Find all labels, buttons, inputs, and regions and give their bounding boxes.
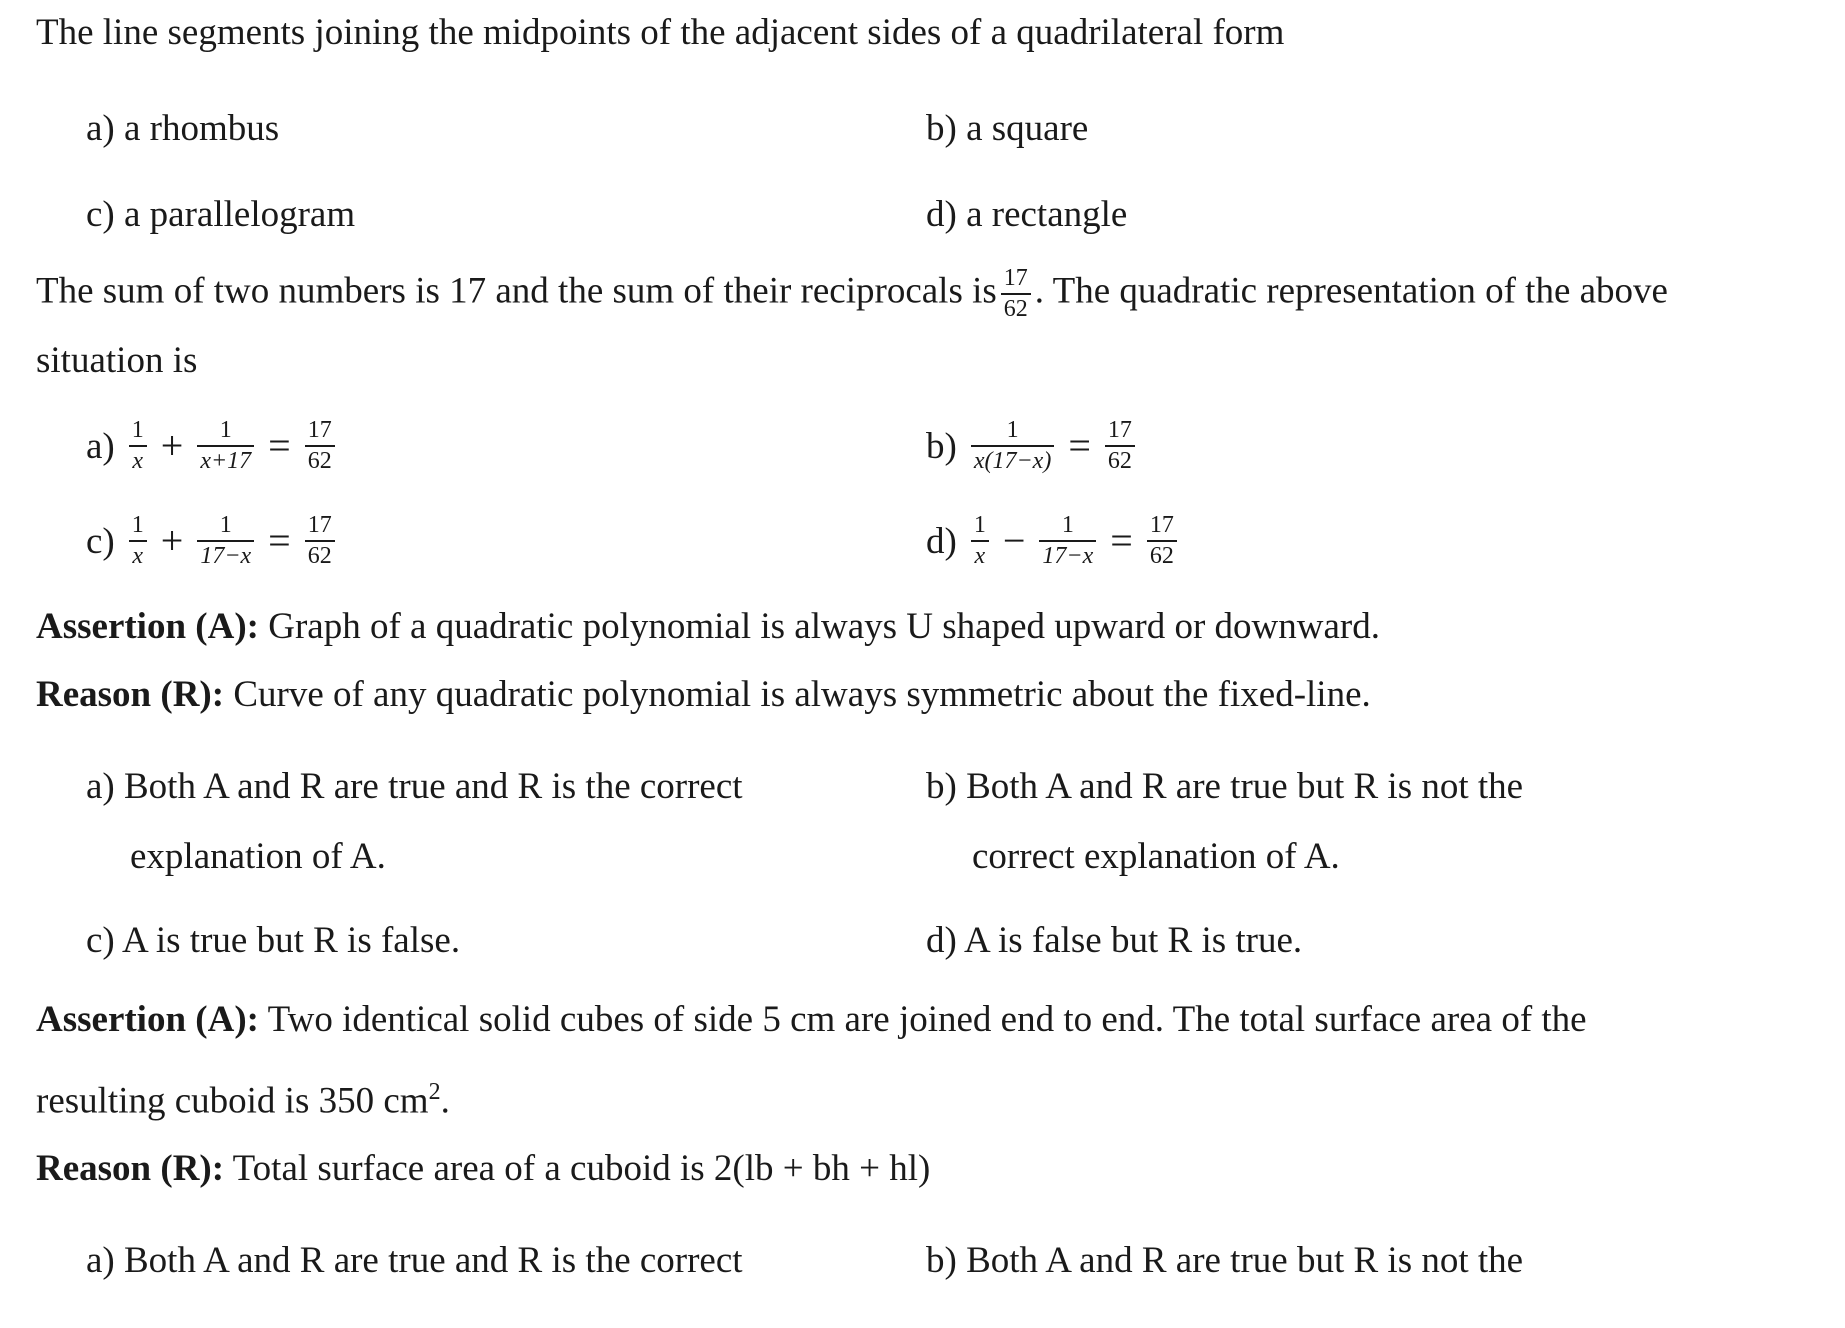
q1-option-c: c) a parallelogram (86, 194, 356, 235)
q3-option-b: b) Both A and R are true but R is not the (926, 766, 1524, 807)
q3-option-b-continued: correct explanation of A. (972, 836, 1340, 877)
q2-option-b: b) $\frac{1}{x(17-x)}$ = $\frac{17}{62}$ (926, 418, 1139, 474)
q3-reason: Reason (R): Curve of any quadratic polynomial is always symmetric about the fixed-line. (36, 674, 1371, 715)
q2-stem-fraction: $\frac{17}{62}$ (1001, 266, 1031, 322)
q4-reason: Reason (R): Total surface area of a cuboid is 2(lb + bh + hl) (36, 1148, 931, 1189)
q4-assertion: Assertion (A): Two identical solid cubes of side 5 cm are joined end to end. The total surface area of the (36, 999, 1587, 1040)
q4-option-a: a) Both A and R are true and R is the correct (86, 1240, 743, 1281)
q2-option-a: a) $\frac{1}{x}$ + $\frac{1}{x+17}$ = $\frac{17}{62}$ (86, 418, 339, 474)
q2-stem-line2: situation is (36, 340, 198, 381)
q3-option-d: d) A is false but R is true. (926, 920, 1303, 961)
q3-assertion: Assertion (A): Graph of a quadratic polynomial is always U shaped upward or downward. (36, 606, 1380, 647)
q1-option-d: d) a rectangle (926, 194, 1128, 235)
q3-option-c: c) A is true but R is false. (86, 920, 461, 961)
q2-stem: The sum of two numbers is 17 and the sum of their reciprocals is $\frac{17}{62}$ . The quadratic representation of the above (36, 265, 1668, 323)
q1-option-a: a) a rhombus (86, 108, 280, 149)
q4-assertion-line2: resulting cuboid is 350 $cm^2$. (36, 1079, 450, 1122)
q4-option-b: b) Both A and R are true but R is not the (926, 1240, 1524, 1281)
q2-option-c: c) $\frac{1}{x}$ + $\frac{1}{17-x}$ = $\frac{17}{62}$ (86, 513, 339, 569)
q1-option-b: b) a square (926, 108, 1089, 149)
q1-stem: The line segments joining the midpoints of the adjacent sides of a quadrilateral form (36, 12, 1285, 53)
q3-option-a: a) Both A and R are true and R is the correct (86, 766, 743, 807)
q2-option-d: d) $\frac{1}{x}$ − $\frac{1}{17-x}$ = $\frac{17}{62}$ (926, 513, 1181, 569)
q3-option-a-continued: explanation of A. (130, 836, 386, 877)
